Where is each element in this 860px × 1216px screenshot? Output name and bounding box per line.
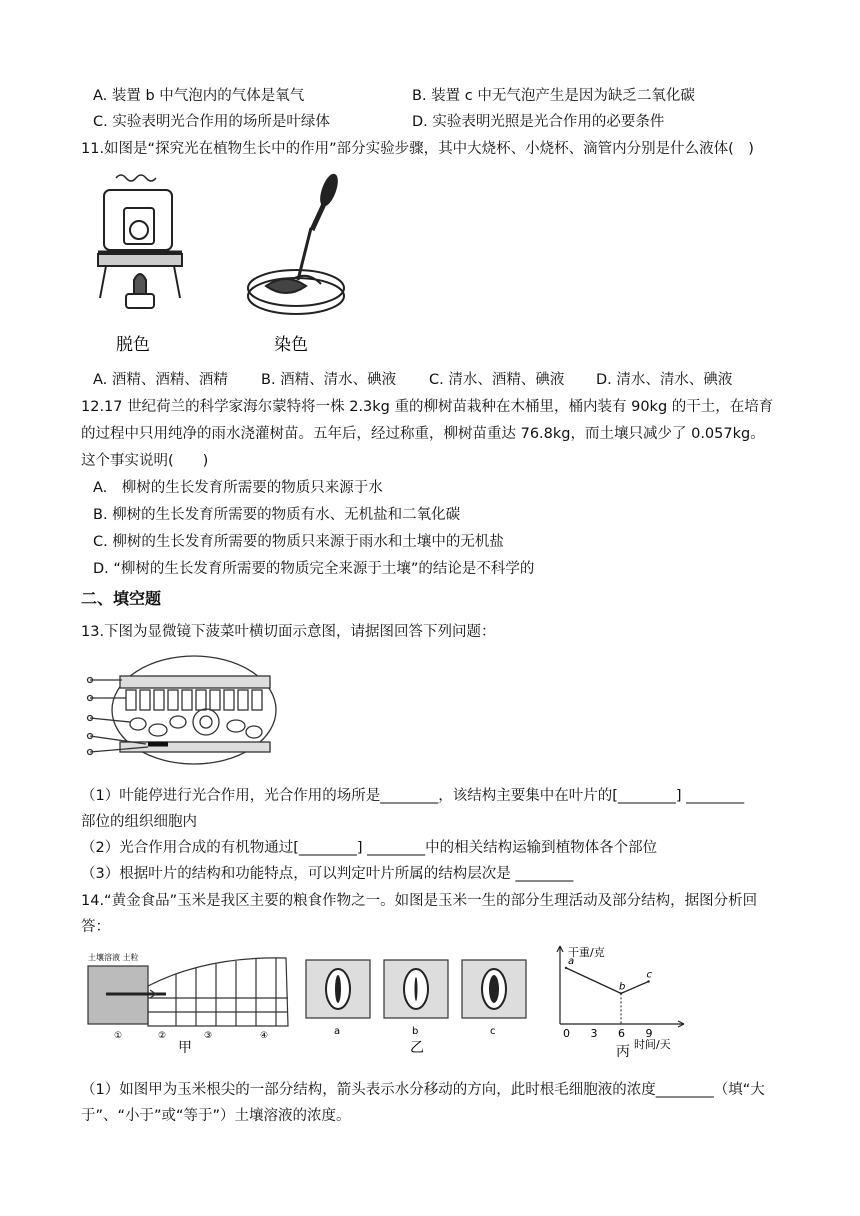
fig-label-stain: 染色 [274, 335, 308, 355]
q10-option-c: C. 实验表明光合作用的场所是叶绿体 [93, 114, 330, 130]
q11-option-c: C. 清水、酒精、碘液 [429, 372, 565, 388]
q12-stem-line2: 的过程中只用纯净的雨水浇灌树苗。五年后，经过称重，柳树苗重达 76.8kg，而土壤只减少了 0.057kg。 [81, 426, 765, 442]
q13-part1-line2: 部位的组织细胞内 [81, 814, 197, 830]
fig-yi-label: 乙 [410, 1040, 424, 1056]
fig-yi-sub-b: b [412, 1026, 419, 1037]
fig-jia-num2: ② [158, 1031, 167, 1041]
fig-yi-sub-c: c [490, 1026, 496, 1037]
fig-bing-chart [548, 940, 688, 1060]
q11-option-a: A. 酒精、酒精、酒精 [93, 372, 228, 388]
q12-stem-line3: 这个事实说明( ) [81, 453, 209, 469]
chart-x-tick-label: 0 [563, 1027, 570, 1040]
chart-x-tick-label: 3 [590, 1027, 598, 1040]
q12-option-a: A. 柳树的生长发育所需要的物质只来源于水 [93, 480, 383, 496]
chart-series [565, 956, 653, 1024]
q14-stem-line1: 14.“黄金食品”玉米是我区主要的粮食作物之一。如图是玉米一生的部分生理活动及部分结构，据图分析回 [81, 893, 758, 909]
fig-label-decolor: 脱色 [116, 335, 150, 355]
chart-point-label: b [619, 981, 626, 993]
decolor-apparatus [98, 175, 182, 308]
q12-option-d: D. “柳树的生长发育所需要的物质完全来源于土壤”的结论是不科学的 [93, 561, 535, 577]
chart-series-line [566, 968, 649, 994]
q12-option-c: C. 柳树的生长发育所需要的物质只来源于雨水和土壤中的无机盐 [93, 534, 504, 550]
q10-option-a: A. 装置 b 中气泡内的气体是氧气 [93, 88, 305, 104]
chart-x-tick-label: 6 [618, 1027, 625, 1040]
fig-jia-num4: ④ [260, 1031, 269, 1041]
chart-point-label: c [646, 969, 652, 981]
chart-point [620, 992, 622, 994]
q14-stem-line2: 答： [81, 919, 110, 935]
q10-option-d: D. 实验表明光照是光合作用的必要条件 [412, 114, 665, 130]
fig-yi-stomata [300, 956, 540, 1058]
q13-stem: 13.下图为显微镜下菠菜叶横切面示意图，请据图回答下列问题： [81, 624, 496, 640]
chart-point [565, 967, 567, 969]
fig-jia-num1: ① [114, 1031, 123, 1041]
fig-jia-root-tip [86, 946, 296, 1056]
q11-stem: 11.如图是“探究光在植物生长中的作用”部分实验步骤，其中大烧杯、小烧杯、滴管内分别是什么液体( ) [81, 141, 754, 157]
q14-part1-line1: （1）如图甲为玉米根尖的一部分结构，箭头表示水分移动的方向，此时根毛细胞液的浓度________（填“大 [81, 1082, 765, 1098]
fig-jia-label: 甲 [178, 1040, 192, 1056]
q13-part1-line1: （1）叶能停进行光合作用，光合作用的场所是________，该结构主要集中在叶片的[________] ________ [81, 788, 745, 804]
q11-option-b: B. 酒精、清水、碘液 [261, 372, 397, 388]
chart-ylabel: 干重/克 [568, 946, 605, 959]
stain-dish [248, 173, 344, 314]
q14-part1-line2: 于”、“小于”或“等于”）土壤溶液的浓度。 [81, 1108, 351, 1124]
chart-xlabel: 时间/天 [634, 1038, 671, 1051]
fig-jia-num3: ③ [204, 1031, 213, 1041]
q12-option-b: B. 柳树的生长发育所需要的物质有水、无机盐和二氧化碳 [93, 507, 461, 523]
chart-point-label: a [568, 955, 575, 967]
chart-x-tick-label: 9 [645, 1027, 653, 1040]
q11-option-d: D. 清水、清水、碘液 [596, 372, 733, 388]
fig-yi-sub-a: a [334, 1026, 341, 1037]
fig-jia-top-text: 土壤溶液 土粒 [88, 953, 139, 962]
chart-panel-label: 丙 [616, 1044, 630, 1060]
q13-leaf-figure [86, 652, 282, 770]
q10-option-b: B. 装置 c 中无气泡产生是因为缺乏二氧化碳 [412, 88, 695, 104]
section-title: 二、填空题 [81, 589, 162, 608]
chart-point [647, 980, 649, 982]
q12-stem-line1: 12.17 世纪荷兰的科学家海尔蒙特将一株 2.3kg 重的柳树苗栽种在木桶里，桶内装有 90kg 的干土，在培育 [81, 399, 774, 415]
q11-figure [86, 168, 376, 368]
q13-part3: （3）根据叶片的结构和功能特点，可以判定叶片所属的结构层次是 ________ [81, 866, 574, 882]
q13-part2: （2）光合作用合成的有机物通过[________] ________中的相关结构运输到植物体各个部位 [81, 840, 658, 856]
